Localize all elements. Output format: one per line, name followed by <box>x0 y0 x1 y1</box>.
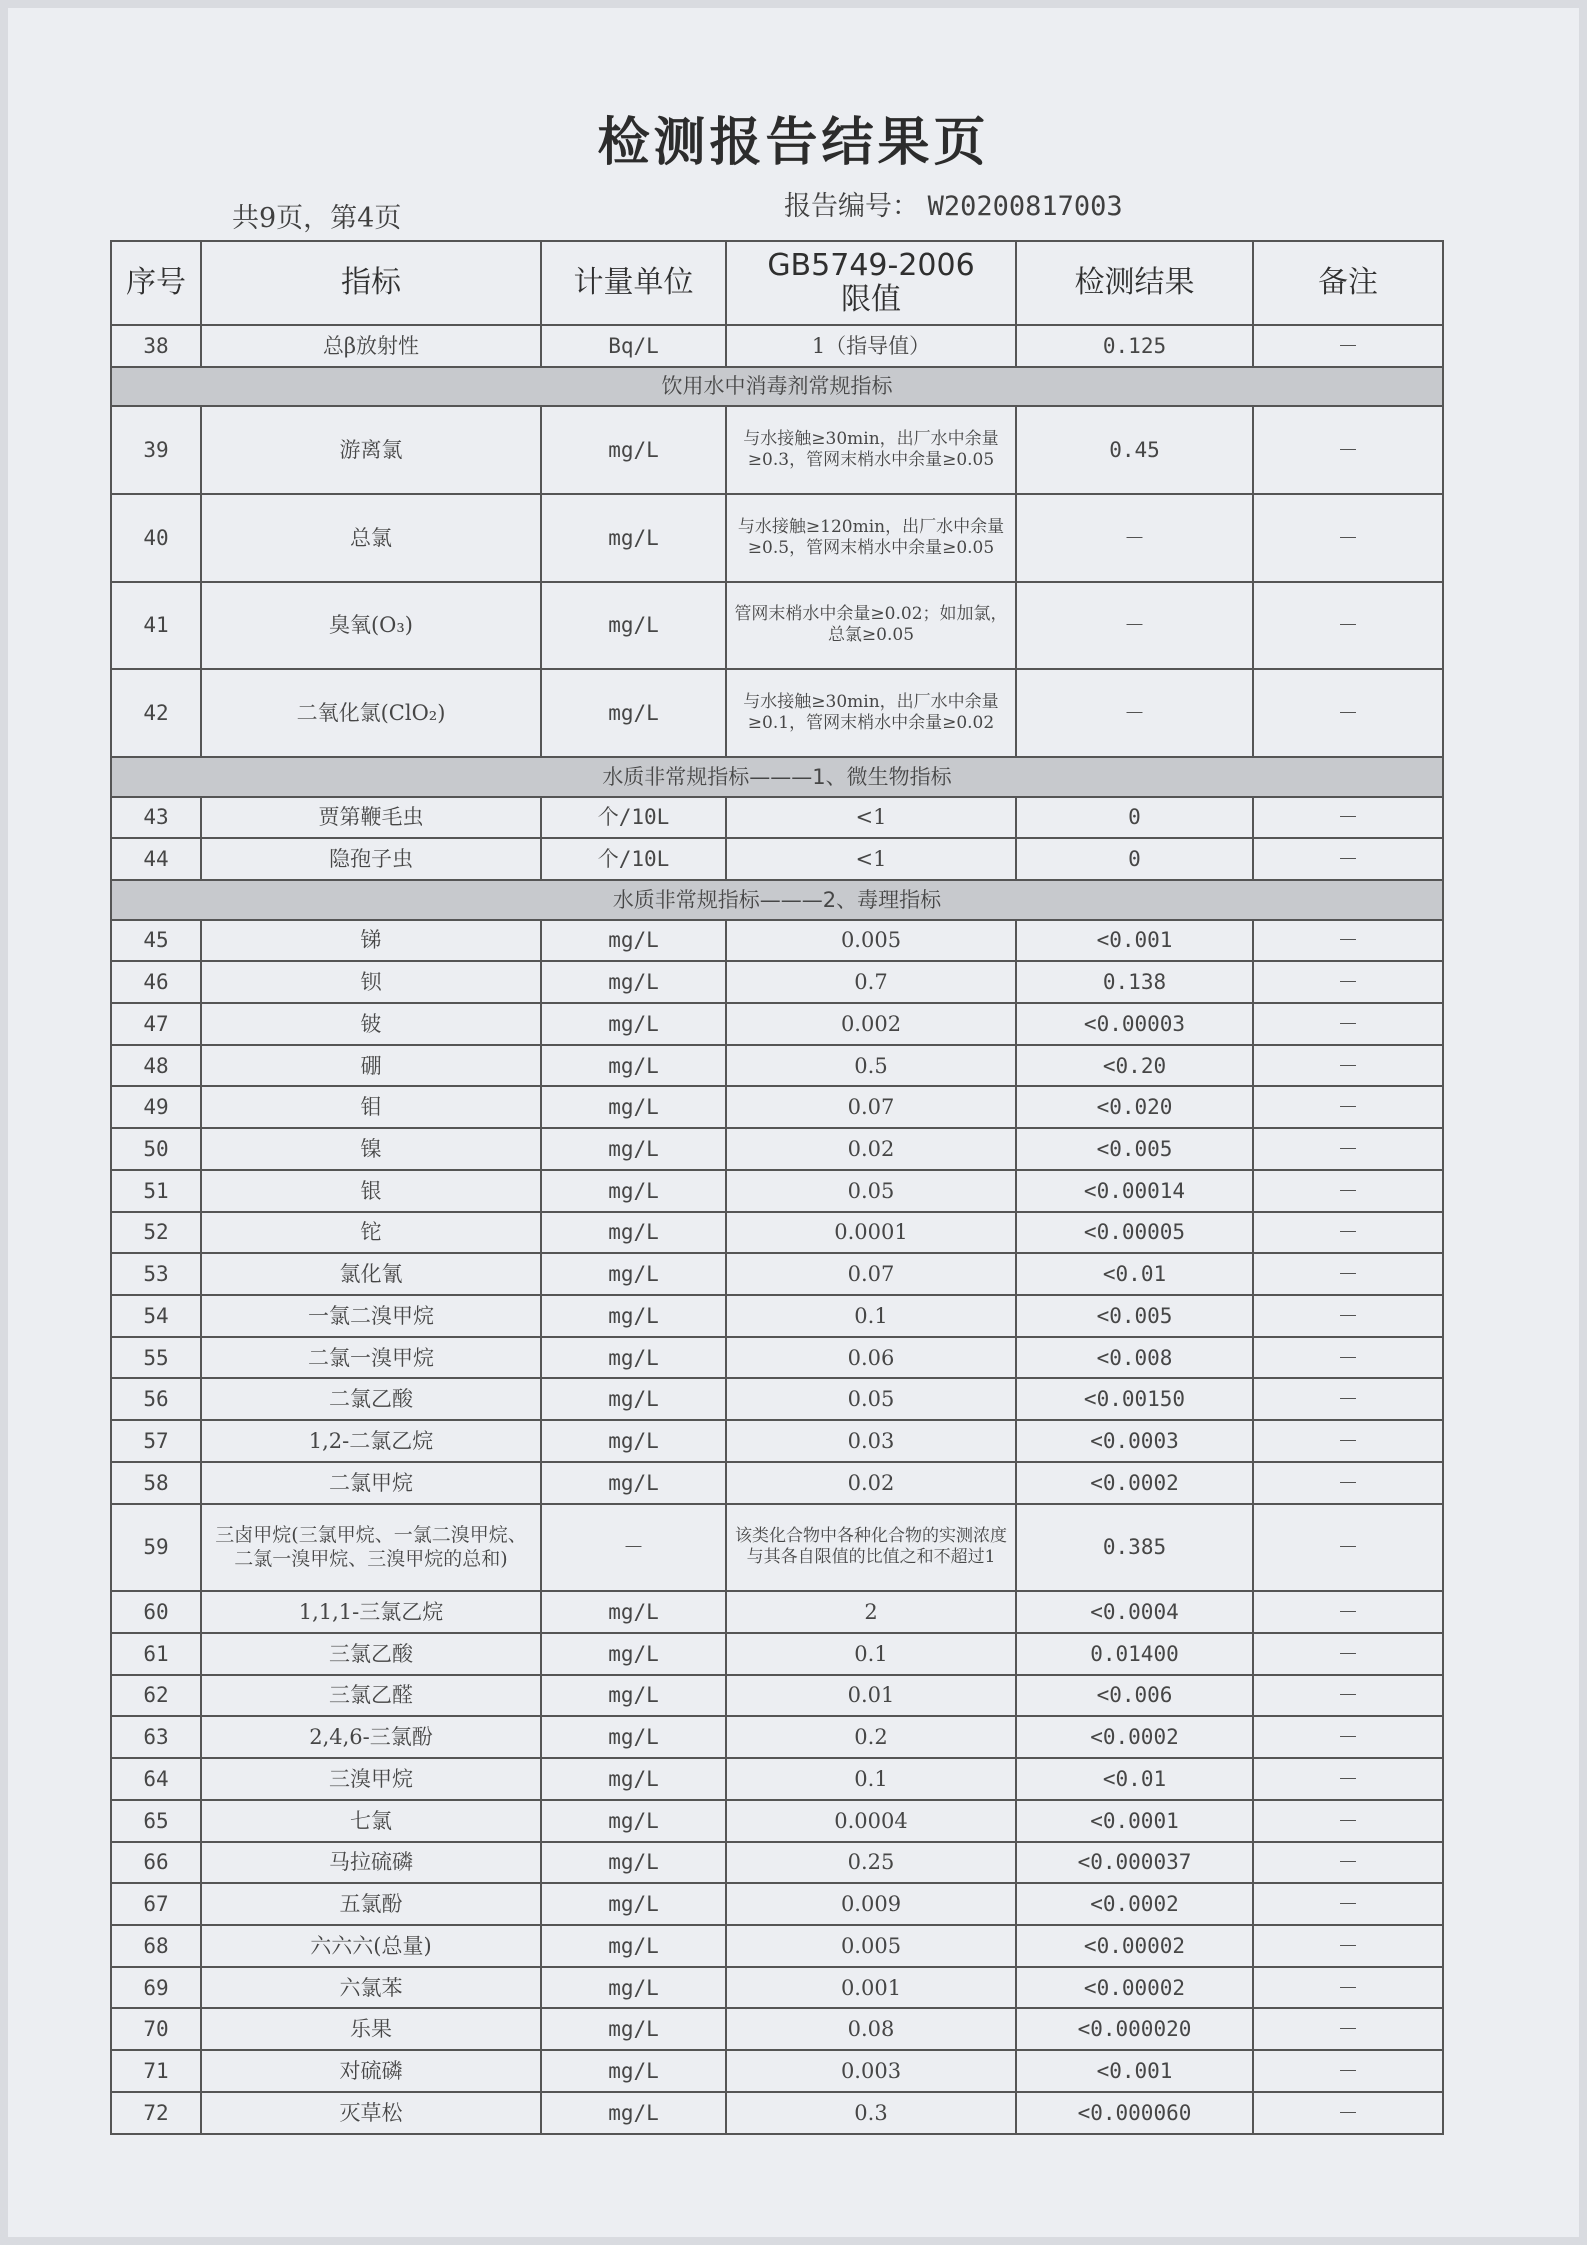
cell-result: <0.00150 <box>1016 1378 1253 1420</box>
cell-limit: 0.1 <box>726 1758 1016 1800</box>
cell-unit: mg/L <box>541 1883 726 1925</box>
table-row <box>111 1925 1443 1967</box>
col-header-limit-standard: GB5749-2006 <box>767 247 975 283</box>
page-info: 共9页，第4页 <box>232 203 402 234</box>
cell-limit: 0.03 <box>726 1420 1016 1462</box>
cell-unit: mg/L <box>541 1716 726 1758</box>
cell-indicator: 2,4,6-三氯酚 <box>201 1716 541 1758</box>
table-row <box>111 1212 1443 1254</box>
cell-note: － <box>1253 1842 1443 1884</box>
cell-unit: mg/L <box>541 1295 726 1337</box>
cell-note: － <box>1253 961 1443 1003</box>
table-row <box>111 325 1443 367</box>
cell-note: － <box>1253 1128 1443 1170</box>
cell-result: <0.0002 <box>1016 1462 1253 1504</box>
cell-result: <0.001 <box>1016 2050 1253 2092</box>
col-header-unit: 计量单位 <box>541 241 726 325</box>
report-number <box>784 184 1123 223</box>
col-header-seq: 序号 <box>111 241 201 325</box>
cell-seq: 39 <box>111 406 201 494</box>
section-header: 饮用水中消毒剂常规指标 <box>111 367 1443 407</box>
cell-note: － <box>1253 406 1443 494</box>
cell-seq: 72 <box>111 2092 201 2134</box>
cell-result: <0.005 <box>1016 1128 1253 1170</box>
cell-note: － <box>1253 1003 1443 1045</box>
cell-indicator: 乐果 <box>201 2008 541 2050</box>
cell-unit: mg/L <box>541 1128 726 1170</box>
cell-limit: 0.005 <box>726 920 1016 962</box>
cell-limit: 0.08 <box>726 2008 1016 2050</box>
cell-seq: 57 <box>111 1420 201 1462</box>
cell-seq: 70 <box>111 2008 201 2050</box>
cell-note: － <box>1253 920 1443 962</box>
cell-limit: 0.02 <box>726 1462 1016 1504</box>
table-row <box>111 1045 1443 1087</box>
cell-unit: － <box>541 1504 726 1592</box>
cell-seq: 54 <box>111 1295 201 1337</box>
cell-seq: 69 <box>111 1967 201 2009</box>
cell-result: <0.000060 <box>1016 2092 1253 2134</box>
cell-result: <0.001 <box>1016 920 1253 962</box>
cell-result: <0.01 <box>1016 1758 1253 1800</box>
page-title: 检测报告结果页 <box>597 113 990 173</box>
table-row <box>111 1967 1443 2009</box>
cell-unit: mg/L <box>541 1086 726 1128</box>
cell-unit: mg/L <box>541 920 726 962</box>
cell-unit: 个/10L <box>541 838 726 880</box>
cell-result: <0.00002 <box>1016 1967 1253 2009</box>
cell-note: － <box>1253 582 1443 670</box>
table-row <box>111 1675 1443 1717</box>
cell-limit: 0.01 <box>726 1675 1016 1717</box>
cell-result: <0.01 <box>1016 1253 1253 1295</box>
cell-unit: mg/L <box>541 1003 726 1045</box>
cell-indicator: 三氯乙酸 <box>201 1633 541 1675</box>
cell-unit: mg/L <box>541 1633 726 1675</box>
cell-note: － <box>1253 669 1443 757</box>
cell-unit: mg/L <box>541 2092 726 2134</box>
cell-result: <0.0001 <box>1016 1800 1253 1842</box>
cell-indicator: 钡 <box>201 961 541 1003</box>
cell-limit: 与水接触≥120min，出厂水中余量≥0.5，管网末梢水中余量≥0.05 <box>726 494 1016 582</box>
cell-indicator: 三溴甲烷 <box>201 1758 541 1800</box>
cell-note: － <box>1253 1420 1443 1462</box>
cell-note: － <box>1253 1045 1443 1087</box>
table-row <box>111 1842 1443 1884</box>
table-row <box>111 797 1443 839</box>
col-header-result: 检测结果 <box>1016 241 1253 325</box>
cell-result: 0 <box>1016 797 1253 839</box>
cell-indicator: 银 <box>201 1170 541 1212</box>
table-row <box>111 494 1443 582</box>
cell-limit: 0.02 <box>726 1128 1016 1170</box>
cell-seq: 38 <box>111 325 201 367</box>
col-header-limit <box>726 241 1016 325</box>
cell-limit: 0.003 <box>726 2050 1016 2092</box>
cell-note: － <box>1253 1378 1443 1420</box>
cell-seq: 51 <box>111 1170 201 1212</box>
cell-indicator: 三氯乙醛 <box>201 1675 541 1717</box>
cell-indicator: 游离氯 <box>201 406 541 494</box>
cell-note: － <box>1253 2008 1443 2050</box>
cell-indicator: 镍 <box>201 1128 541 1170</box>
cell-indicator: 七氯 <box>201 1800 541 1842</box>
cell-indicator: 二氯一溴甲烷 <box>201 1337 541 1379</box>
cell-limit: 0.1 <box>726 1295 1016 1337</box>
cell-note: － <box>1253 2050 1443 2092</box>
cell-result: <0.000020 <box>1016 2008 1253 2050</box>
cell-indicator: 1,2-二氯乙烷 <box>201 1420 541 1462</box>
cell-limit: 0.0004 <box>726 1800 1016 1842</box>
section-header: 水质非常规指标———1、微生物指标 <box>111 757 1443 797</box>
cell-seq: 65 <box>111 1800 201 1842</box>
table-row <box>111 669 1443 757</box>
cell-indicator: 二氯乙酸 <box>201 1378 541 1420</box>
cell-indicator: 五氯酚 <box>201 1883 541 1925</box>
table-row <box>111 1378 1443 1420</box>
cell-result: <0.0002 <box>1016 1883 1253 1925</box>
cell-result: － <box>1016 494 1253 582</box>
cell-result: 0 <box>1016 838 1253 880</box>
cell-seq: 58 <box>111 1462 201 1504</box>
cell-unit: mg/L <box>541 406 726 494</box>
cell-note: － <box>1253 838 1443 880</box>
cell-unit: mg/L <box>541 669 726 757</box>
cell-result: <0.006 <box>1016 1675 1253 1717</box>
cell-unit: mg/L <box>541 1675 726 1717</box>
cell-result: <0.00014 <box>1016 1170 1253 1212</box>
cell-note: － <box>1253 325 1443 367</box>
cell-result: <0.005 <box>1016 1295 1253 1337</box>
cell-limit: 0.7 <box>726 961 1016 1003</box>
cell-unit: mg/L <box>541 1045 726 1087</box>
cell-indicator: 二氯甲烷 <box>201 1462 541 1504</box>
cell-unit: mg/L <box>541 1212 726 1254</box>
table-row <box>111 1295 1443 1337</box>
cell-unit: mg/L <box>541 1253 726 1295</box>
cell-seq: 41 <box>111 582 201 670</box>
cell-result: <0.00002 <box>1016 1925 1253 1967</box>
cell-limit: <1 <box>726 838 1016 880</box>
cell-indicator: 隐孢子虫 <box>201 838 541 880</box>
report-number-label: 报告编号： <box>784 191 919 222</box>
cell-result: 0.385 <box>1016 1504 1253 1592</box>
cell-indicator: 一氯二溴甲烷 <box>201 1295 541 1337</box>
cell-result: 0.45 <box>1016 406 1253 494</box>
cell-result: <0.00005 <box>1016 1212 1253 1254</box>
table-row <box>111 2050 1443 2092</box>
cell-limit: 0.06 <box>726 1337 1016 1379</box>
cell-unit: Bq/L <box>541 325 726 367</box>
cell-indicator: 氯化氰 <box>201 1253 541 1295</box>
cell-result: 0.138 <box>1016 961 1253 1003</box>
cell-result: <0.20 <box>1016 1045 1253 1087</box>
table-row <box>111 1883 1443 1925</box>
cell-indicator: 钼 <box>201 1086 541 1128</box>
cell-unit: mg/L <box>541 1842 726 1884</box>
table-row <box>111 1128 1443 1170</box>
cell-seq: 49 <box>111 1086 201 1128</box>
table-row <box>111 1420 1443 1462</box>
section-header-row <box>111 880 1443 920</box>
table-row <box>111 1800 1443 1842</box>
cell-result: <0.0002 <box>1016 1716 1253 1758</box>
cell-note: － <box>1253 1800 1443 1842</box>
cell-limit: 该类化合物中各种化合物的实测浓度与其各自限值的比值之和不超过1 <box>726 1504 1016 1592</box>
results-table-body <box>111 325 1443 2134</box>
cell-indicator: 三卤甲烷(三氯甲烷、一氯二溴甲烷、二氯一溴甲烷、三溴甲烷的总和) <box>201 1504 541 1592</box>
cell-seq: 42 <box>111 669 201 757</box>
cell-indicator: 对硫磷 <box>201 2050 541 2092</box>
table-row <box>111 1633 1443 1675</box>
cell-seq: 44 <box>111 838 201 880</box>
cell-seq: 47 <box>111 1003 201 1045</box>
cell-limit: 0.3 <box>726 2092 1016 2134</box>
cell-note: － <box>1253 1504 1443 1592</box>
table-header-row <box>111 241 1443 325</box>
cell-limit: 0.001 <box>726 1967 1016 2009</box>
col-header-limit-label: 限值 <box>841 282 901 317</box>
cell-note: － <box>1253 494 1443 582</box>
cell-seq: 53 <box>111 1253 201 1295</box>
cell-seq: 67 <box>111 1883 201 1925</box>
cell-limit: <1 <box>726 797 1016 839</box>
results-table <box>110 240 1444 2135</box>
cell-note: － <box>1253 1925 1443 1967</box>
cell-seq: 62 <box>111 1675 201 1717</box>
cell-seq: 61 <box>111 1633 201 1675</box>
cell-limit: 管网末梢水中余量≥0.02；如加氯，总氯≥0.05 <box>726 582 1016 670</box>
table-row <box>111 1716 1443 1758</box>
cell-note: － <box>1253 1337 1443 1379</box>
cell-unit: mg/L <box>541 582 726 670</box>
table-row <box>111 2008 1443 2050</box>
cell-note: － <box>1253 1716 1443 1758</box>
cell-limit: 0.05 <box>726 1170 1016 1212</box>
cell-unit: mg/L <box>541 1967 726 2009</box>
cell-unit: mg/L <box>541 1420 726 1462</box>
cell-limit: 与水接触≥30min，出厂水中余量≥0.3，管网末梢水中余量≥0.05 <box>726 406 1016 494</box>
cell-limit: 0.5 <box>726 1045 1016 1087</box>
cell-seq: 56 <box>111 1378 201 1420</box>
cell-unit: mg/L <box>541 1170 726 1212</box>
cell-note: － <box>1253 1462 1443 1504</box>
cell-seq: 40 <box>111 494 201 582</box>
cell-seq: 64 <box>111 1758 201 1800</box>
cell-indicator: 贾第鞭毛虫 <box>201 797 541 839</box>
cell-limit: 0.002 <box>726 1003 1016 1045</box>
table-row <box>111 1591 1443 1633</box>
cell-limit: 0.07 <box>726 1086 1016 1128</box>
cell-limit: 0.009 <box>726 1883 1016 1925</box>
cell-indicator: 铊 <box>201 1212 541 1254</box>
section-header-row <box>111 367 1443 407</box>
table-row <box>111 1758 1443 1800</box>
cell-indicator: 二氧化氯(ClO₂) <box>201 669 541 757</box>
cell-seq: 48 <box>111 1045 201 1087</box>
cell-unit: mg/L <box>541 1462 726 1504</box>
cell-indicator: 铍 <box>201 1003 541 1045</box>
cell-seq: 52 <box>111 1212 201 1254</box>
cell-note: － <box>1253 1883 1443 1925</box>
cell-limit: 0.05 <box>726 1378 1016 1420</box>
cell-note: － <box>1253 1591 1443 1633</box>
cell-limit: 0.0001 <box>726 1212 1016 1254</box>
cell-indicator: 六氯苯 <box>201 1967 541 2009</box>
cell-seq: 63 <box>111 1716 201 1758</box>
cell-indicator: 臭氧(O₃) <box>201 582 541 670</box>
table-row <box>111 1003 1443 1045</box>
cell-limit: 与水接触≥30min，出厂水中余量≥0.1，管网末梢水中余量≥0.02 <box>726 669 1016 757</box>
cell-unit: mg/L <box>541 2050 726 2092</box>
cell-limit: 1（指导值） <box>726 325 1016 367</box>
section-header: 水质非常规指标———2、毒理指标 <box>111 880 1443 920</box>
section-header-row <box>111 757 1443 797</box>
table-row <box>111 1086 1443 1128</box>
cell-indicator: 马拉硫磷 <box>201 1842 541 1884</box>
cell-seq: 71 <box>111 2050 201 2092</box>
table-row <box>111 961 1443 1003</box>
cell-unit: 个/10L <box>541 797 726 839</box>
cell-note: － <box>1253 2092 1443 2134</box>
cell-seq: 50 <box>111 1128 201 1170</box>
cell-limit: 0.1 <box>726 1633 1016 1675</box>
table-row <box>111 406 1443 494</box>
cell-indicator: 总氯 <box>201 494 541 582</box>
table-row <box>111 2092 1443 2134</box>
cell-result: － <box>1016 669 1253 757</box>
cell-unit: mg/L <box>541 1591 726 1633</box>
col-header-note: 备注 <box>1253 241 1443 325</box>
cell-indicator: 1,1,1-三氯乙烷 <box>201 1591 541 1633</box>
cell-limit: 0.25 <box>726 1842 1016 1884</box>
cell-note: － <box>1253 1675 1443 1717</box>
cell-unit: mg/L <box>541 1800 726 1842</box>
cell-indicator: 硼 <box>201 1045 541 1087</box>
table-row <box>111 1337 1443 1379</box>
cell-indicator: 总β放射性 <box>201 325 541 367</box>
cell-result: <0.0003 <box>1016 1420 1253 1462</box>
table-row <box>111 1170 1443 1212</box>
cell-result: <0.0004 <box>1016 1591 1253 1633</box>
cell-result: <0.008 <box>1016 1337 1253 1379</box>
cell-seq: 60 <box>111 1591 201 1633</box>
table-row <box>111 582 1443 670</box>
cell-unit: mg/L <box>541 961 726 1003</box>
cell-note: － <box>1253 797 1443 839</box>
cell-result: <0.00003 <box>1016 1003 1253 1045</box>
cell-unit: mg/L <box>541 2008 726 2050</box>
cell-unit: mg/L <box>541 1925 726 1967</box>
cell-note: － <box>1253 1212 1443 1254</box>
cell-limit: 0.2 <box>726 1716 1016 1758</box>
col-header-indicator: 指标 <box>201 241 541 325</box>
table-row <box>111 838 1443 880</box>
table-row <box>111 920 1443 962</box>
cell-unit: mg/L <box>541 1337 726 1379</box>
cell-result: 0.01400 <box>1016 1633 1253 1675</box>
table-row <box>111 1253 1443 1295</box>
cell-unit: mg/L <box>541 1378 726 1420</box>
report-number-value: W20200817003 <box>927 191 1123 222</box>
cell-seq: 68 <box>111 1925 201 1967</box>
cell-limit: 0.07 <box>726 1253 1016 1295</box>
table-row <box>111 1462 1443 1504</box>
cell-unit: mg/L <box>541 1758 726 1800</box>
cell-seq: 46 <box>111 961 201 1003</box>
cell-note: － <box>1253 1086 1443 1128</box>
cell-limit: 0.005 <box>726 1925 1016 1967</box>
cell-seq: 66 <box>111 1842 201 1884</box>
cell-result: <0.020 <box>1016 1086 1253 1128</box>
cell-seq: 43 <box>111 797 201 839</box>
table-row <box>111 1504 1443 1592</box>
cell-unit: mg/L <box>541 494 726 582</box>
cell-note: － <box>1253 1758 1443 1800</box>
cell-indicator: 灭草松 <box>201 2092 541 2134</box>
cell-result: <0.000037 <box>1016 1842 1253 1884</box>
cell-result: 0.125 <box>1016 325 1253 367</box>
cell-note: － <box>1253 1633 1443 1675</box>
cell-note: － <box>1253 1170 1443 1212</box>
cell-indicator: 锑 <box>201 920 541 962</box>
cell-note: － <box>1253 1253 1443 1295</box>
cell-seq: 55 <box>111 1337 201 1379</box>
cell-limit: 2 <box>726 1591 1016 1633</box>
cell-result: － <box>1016 582 1253 670</box>
cell-seq: 59 <box>111 1504 201 1592</box>
cell-seq: 45 <box>111 920 201 962</box>
cell-indicator: 六六六(总量) <box>201 1925 541 1967</box>
cell-note: － <box>1253 1967 1443 2009</box>
cell-note: － <box>1253 1295 1443 1337</box>
